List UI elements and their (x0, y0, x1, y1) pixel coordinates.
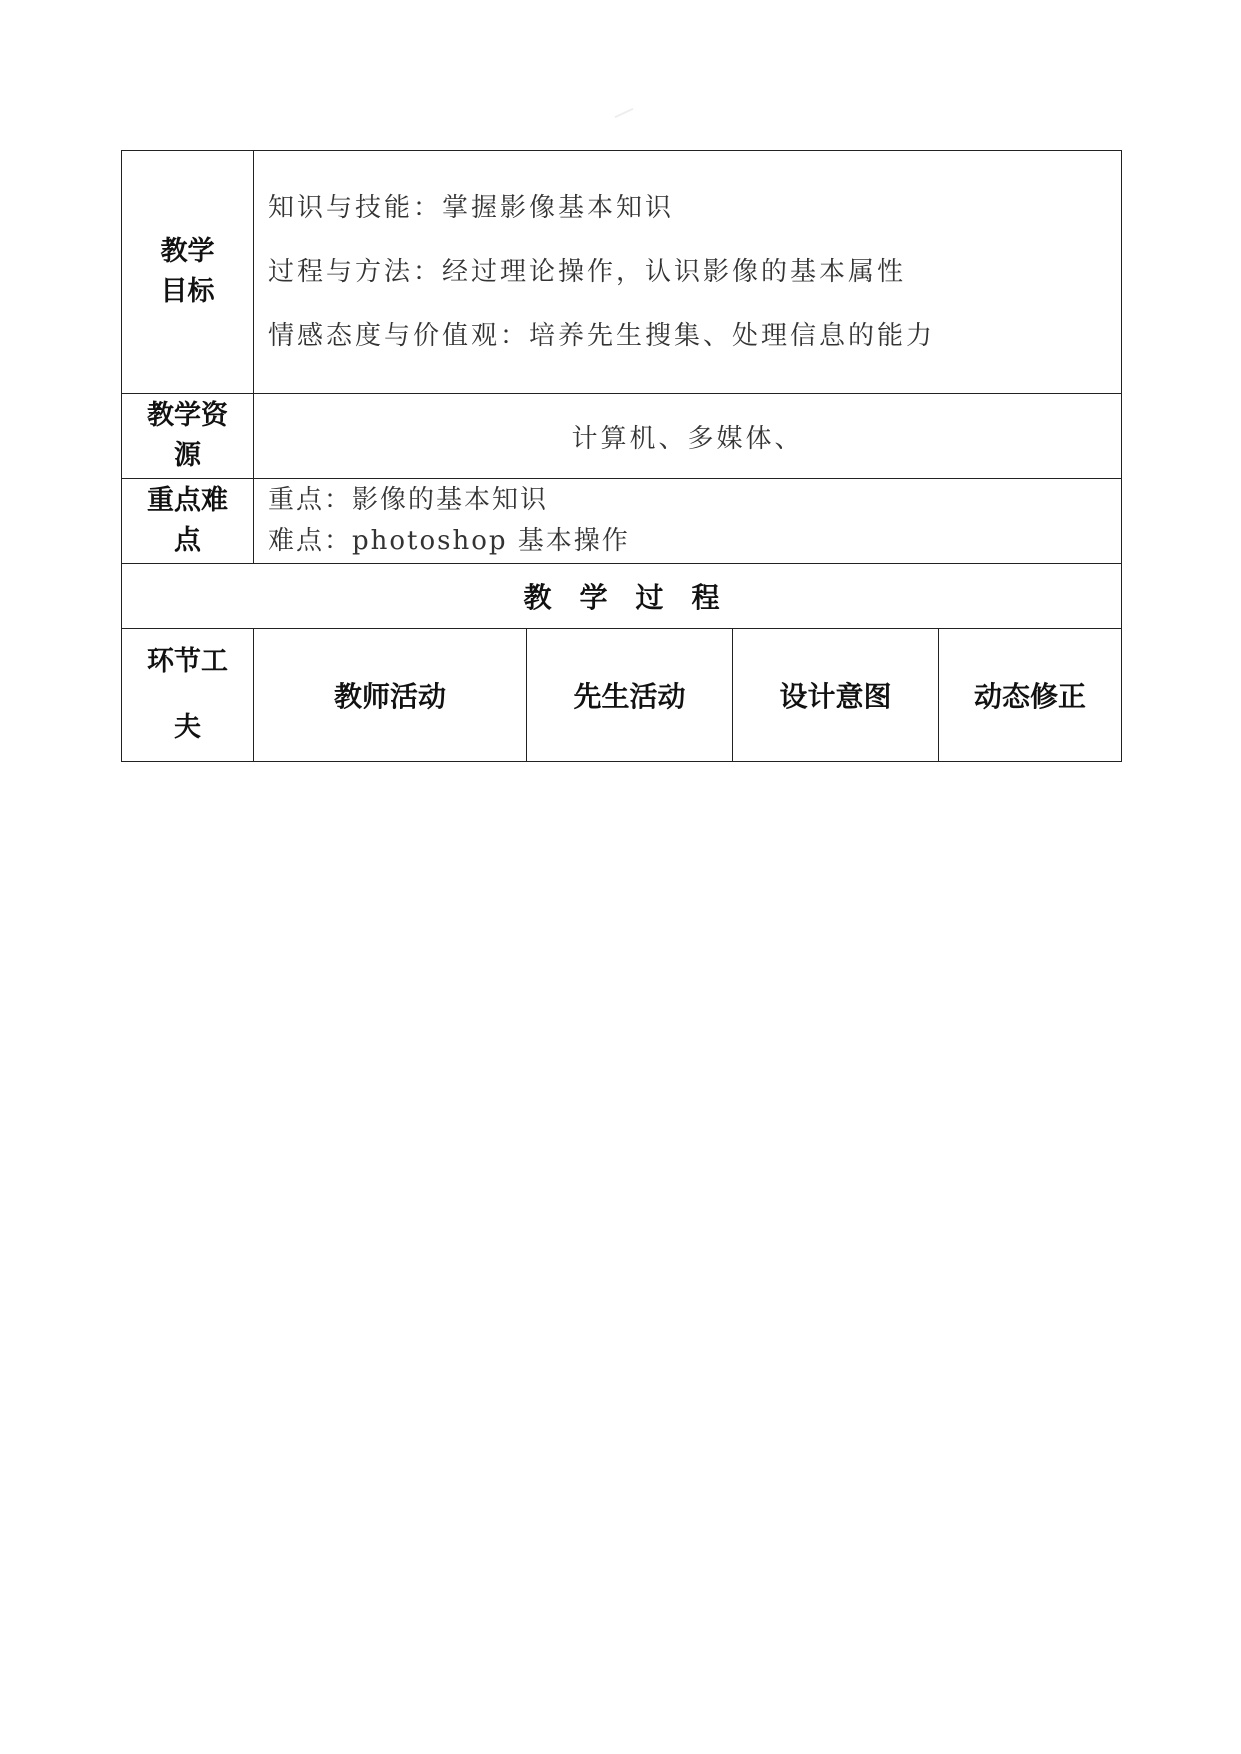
goal-attitude-values: 情感态度与价值观：培养先生搜集、处理信息的能力 (268, 321, 936, 351)
lesson-plan-table (121, 150, 1122, 762)
difficult-point: 难点：photoshop 基本操作 (268, 526, 630, 556)
goals-row (122, 151, 1122, 394)
goal-process-method: 过程与方法：经过理论操作，认识影像的基本属性 (268, 257, 907, 287)
goals-label: 教学目标 (160, 236, 215, 307)
goals-content-cell (254, 151, 1122, 394)
process-title: 教学过程 (122, 564, 1122, 629)
stage-header-cell (122, 629, 254, 762)
design-intent-header: 设计意图 (733, 629, 939, 762)
resources-label: 教学资源 (147, 400, 228, 471)
column-header-row (122, 629, 1122, 762)
scan-speck (615, 108, 634, 118)
goal-knowledge-skill: 知识与技能：掌握影像基本知识 (268, 193, 675, 223)
goals-label-cell (122, 151, 254, 394)
dynamic-revision-header: 动态修正 (939, 629, 1122, 762)
key-difficult-content-cell (254, 479, 1122, 564)
resources-value: 计算机、多媒体、 (571, 423, 804, 454)
stage-header: 环节工夫 (147, 646, 228, 743)
resources-label-cell (122, 394, 254, 479)
key-point: 重点：影像的基本知识 (268, 485, 549, 515)
teacher-activity-header: 教师活动 (254, 629, 527, 762)
key-difficult-label: 重点难点 (147, 485, 228, 556)
student-activity-header: 先生活动 (527, 629, 733, 762)
process-title-row (122, 564, 1122, 629)
key-difficult-row (122, 479, 1122, 564)
resources-content-cell (254, 394, 1122, 479)
resources-row (122, 394, 1122, 479)
key-difficult-label-cell (122, 479, 254, 564)
